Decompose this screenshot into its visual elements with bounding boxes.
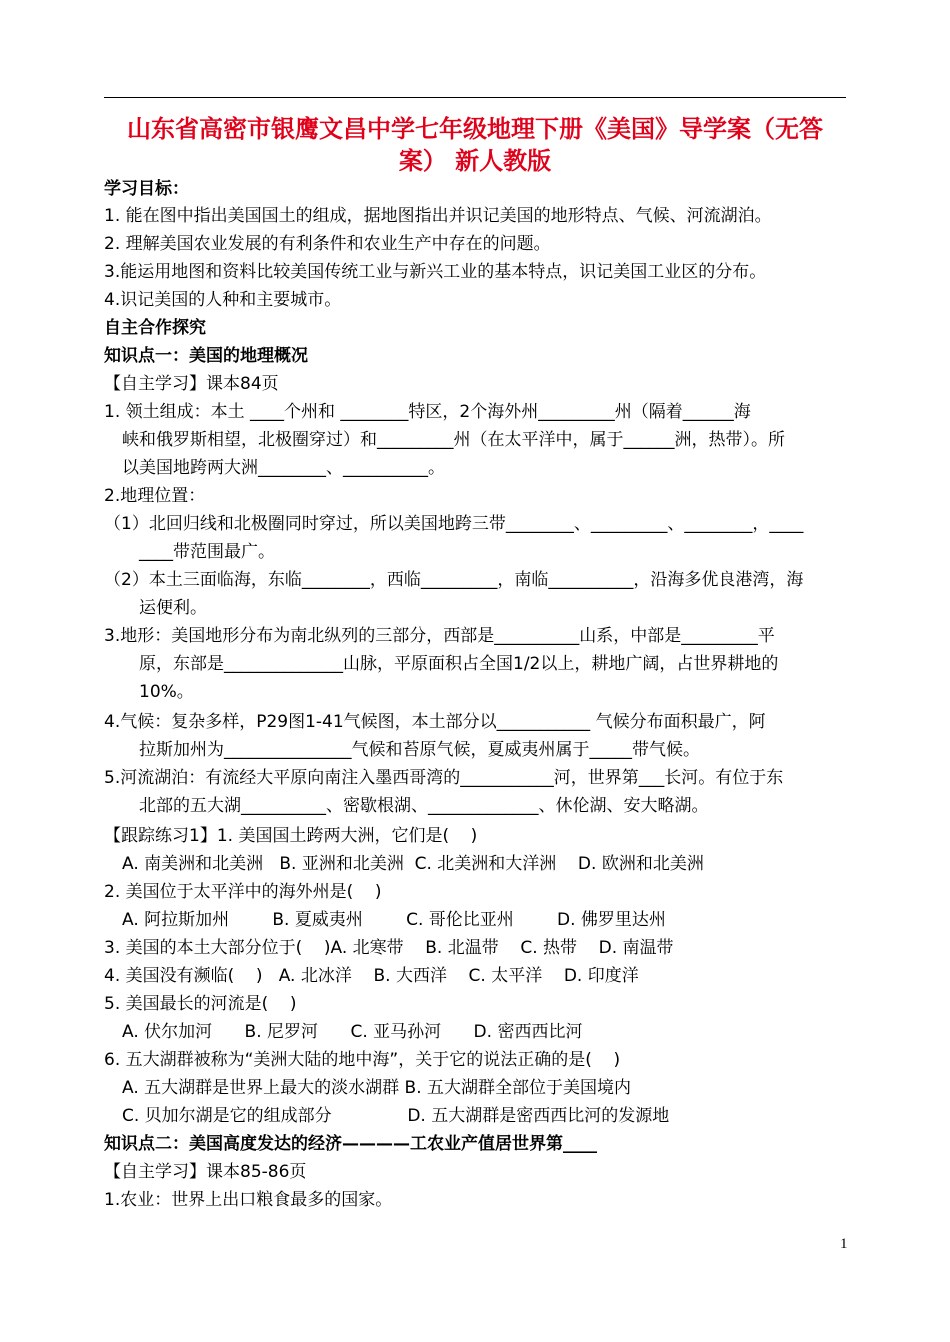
title-line-1: 山东省高密市银鹰文昌中学七年级地理下册《美国》导学案（无答 [127,115,823,143]
practice-question: 6. 五大湖群被称为“美洲大陆的地中海”，关于它的说法正确的是( ) [104,1050,621,1070]
exercise-text: 拉斯加州为_______________气候和苔原气候，夏威夷州属于_____带气候。 [139,740,700,760]
exercise-text: 3.地形：美国地形分布为南北纵列的三部分，西部是__________山系，中部是_________平 [104,626,775,646]
goal-item: 4.识记美国的人种和主要城市。 [104,290,342,310]
practice-question: 3. 美国的本土大部分位于( )A. 北寒带 B. 北温带 C. 热带 D. 南温带 [104,938,674,958]
practice-options: A. 南美洲和北美洲 B. 亚洲和北美洲 C. 北美洲和大洋洲 D. 欧洲和北美洲 [122,854,704,874]
practice-options: A. 阿拉斯加州 B. 夏威夷州 C. 哥伦比亚州 D. 佛罗里达州 [122,910,666,930]
practice-question: 4. 美国没有濒临( ) A. 北冰洋 B. 大西洋 C. 太平洋 D. 印度洋 [104,966,639,986]
practice-question: 5. 美国最长的河流是( ) [104,994,297,1014]
practice-question: 【跟踪练习1】1. 美国国土跨两大洲，它们是( ) [104,826,478,846]
exercise-text: 峡和俄罗斯相望，北极圈穿过）和_________州（在太平洋中，属于______洲，热带）。所 [122,430,785,450]
goal-item: 1. 能在图中指出美国国土的组成，据地图指出并识记美国的地形特点、气候、河流湖泊。 [104,206,772,226]
document-title [100,113,850,177]
exercise-text: 10%。 [139,682,194,702]
practice-options: C. 贝加尔湖是它的组成部分 D. 五大湖群是密西西比河的发源地 [122,1106,670,1126]
self-study-label: 【自主学习】课本84页 [104,374,279,394]
exercise-text: 5.河流湖泊：有流经大平原向南注入墨西哥湾的___________河，世界第___长河。有位于东 [104,768,784,788]
exercise-text: 1.农业：世界上出口粮食最多的国家。 [104,1190,393,1210]
exercise-text: 4.气候：复杂多样，P29图1-41气候图，本土部分以___________ 气候分布面积最广，阿 [104,712,766,732]
knowledge-point-heading: 知识点一：美国的地理概况 [104,346,308,366]
exercise-text: 1. 领土组成：本土 ____个州和 ________特区，2个海外州_________州（隔着______海 [104,402,751,422]
exercise-text: 原，东部是______________山脉，平原面积占全国1/2以上，耕地广阔，占世界耕地的 [139,654,779,674]
section-heading-explore: 自主合作探究 [104,318,206,338]
practice-options: A. 五大湖群是世界上最大的淡水湖群 B. 五大湖群全部位于美国境内 [122,1078,632,1098]
practice-question: 2. 美国位于太平洋中的海外州是( ) [104,882,382,902]
knowledge-point-heading: 知识点二：美国高度发达的经济————工农业产值居世界第____ [104,1134,597,1154]
exercise-text: ____带范围最广。 [139,542,275,562]
self-study-label: 【自主学习】课本85-86页 [104,1162,307,1182]
exercise-text: 以美国地跨两大洲________、__________。 [122,458,445,478]
exercise-text: （2）本土三面临海，东临________，西临_________，南临__________，沿海多优良港湾，海 [104,570,804,590]
goal-item: 2. 理解美国农业发展的有利条件和农业生产中存在的问题。 [104,234,551,254]
exercise-text: （1）北回归线和北极圈同时穿过，所以美国地跨三带________、_________、________，____ [104,514,804,534]
exercise-text: 北部的五大湖__________、密歇根湖、_____________、休伦湖、安大略湖。 [139,796,709,816]
practice-options: A. 伏尔加河 B. 尼罗河 C. 亚马孙河 D. 密西西比河 [122,1022,583,1042]
header-rule [104,97,846,98]
exercise-text: 2.地理位置： [104,486,206,506]
goal-item: 3.能运用地图和资料比较美国传统工业与新兴工业的基本特点，识记美国工业区的分布。 [104,262,767,282]
section-heading-learning-goals: 学习目标： [104,179,189,199]
page-number: 1 [840,1236,848,1252]
title-line-2: 案） 新人教版 [398,147,552,175]
exercise-text: 运便利。 [139,598,207,618]
